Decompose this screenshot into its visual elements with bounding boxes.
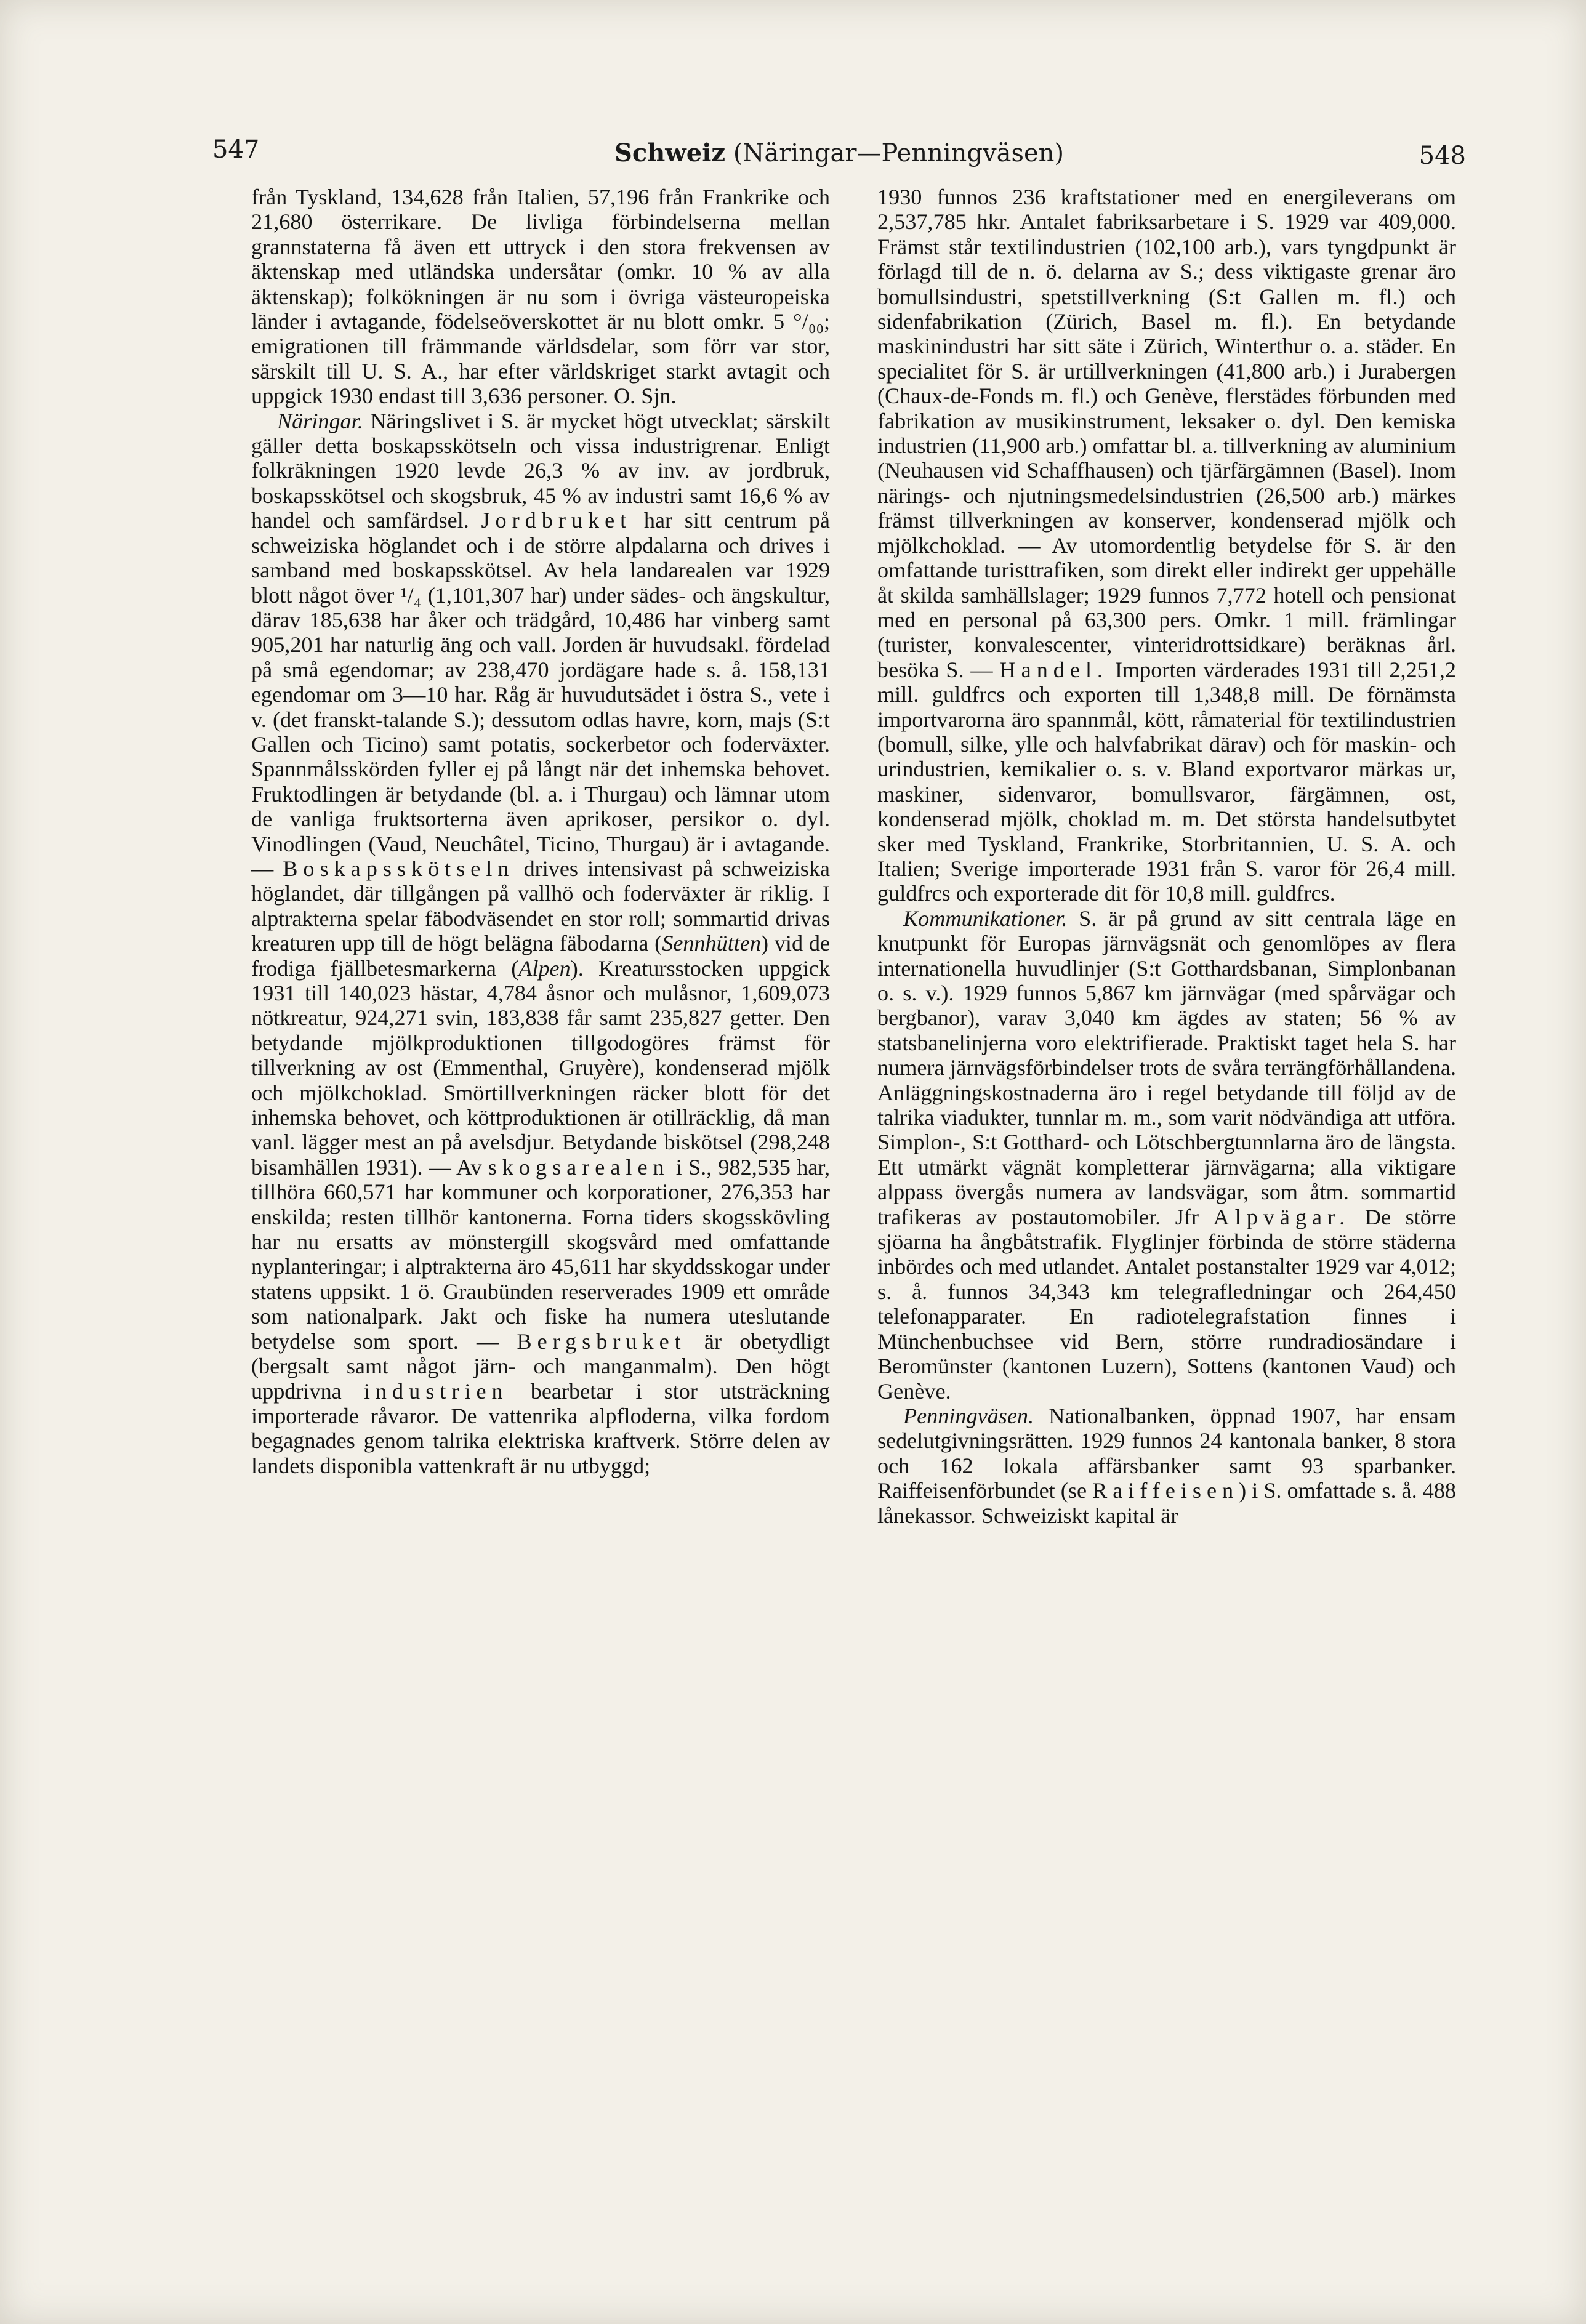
- paragraph-kommunikationer: [877, 906, 1456, 1404]
- page-number-left: 547: [212, 135, 260, 164]
- keyword-skogsarealen: skogsarealen: [488, 1154, 670, 1180]
- section-lead-kommunikationer: Kommunikationer.: [903, 906, 1068, 931]
- keyword-handel: Handel.: [999, 657, 1109, 682]
- text-run: ). Kreatursstocken uppgick 1931 till 140,023 hästar, 4,784 åsnor och mulåsnor, 1,609,073 nötkreatur, 924,271 svin, 183,838 får samt 235,827 getter. Den betydande mjölkproduktionen tillgodogöres främst för tillverkning av ost (Emmenthal, Gruyère), kondenserad mjölk och mjölkchoklad. Smörtillverkningen räcker blott för det inhemska behovet, och köttproduktionen är otillräcklig, då man vanl. lägger mest an på avelsdjur. Betydande biskötsel (298,248 bisamhällen 1931). — Av: [251, 955, 830, 1180]
- keyword-raiffeisen: Raiffeisen: [1092, 1478, 1239, 1503]
- text-run: De större sjöarna ha ångbåtstrafik. Flyglinjer förbinda de större städerna inbördes och med utlandet. Antalet postanstalter 1929 var 4,012; s. å. funnos 34,343 km telegrafledningar och 264,450 telefonapparater. En radiotelegrafstation finnes i Münchenbuchsee vid Bern, större rundradiosändare i Beromünster (kantonen Luzern), Sottens (kantonen Vaud) och Genève.: [877, 1204, 1456, 1404]
- text-run: ) i S. omfattade s. å. 488 lånekassor. Schweiziskt kapital är: [877, 1478, 1457, 1528]
- page-header: [212, 135, 1466, 172]
- keyword-boskapsskotseln: Boskapsskötseln: [283, 856, 515, 881]
- term-sennhutten: Sennhütten: [662, 931, 762, 956]
- section-lead-naringar: Näringar.: [277, 408, 363, 433]
- paragraph-industry: [877, 185, 1456, 906]
- keyword-bergsbruket: Bergsbruket: [517, 1329, 686, 1354]
- text-run: har sitt centrum på schweiziska höglandet och i de större alpdalarna och drives i samband med boskapsskötsel. Av hela landarealen var 1929 blott något över ¹/₄ (1,101,307 har) under sädes- och ängskultur, därav 185,638 har åker och trädgård, 10,486 har vinberg samt 905,201 har naturlig äng och vall. Jorden är huvudsakl. fördelad på små egendomar; av 238,470 jordägare hade s. å. 158,131 egendomar om 3—10 har. Råg är huvudutsädet i östra S., vete i v. (det franskt-talande S.); dessutom odlas havre, korn, majs (S:t Gallen och Ticino) samt potatis, sockerbetor och foderväxter. Spannmålsskörden fyller ej på långt när det inhemska behovet. Fruktodlingen är betydande (bl. a. i Thurgau) och lämnar utom de vanliga fruktsorterna även aprikoser, persikor o. dyl. Vinodlingen (Vaud, Neuchâtel, Ticino, Thurgau) är i avtagande. —: [251, 508, 830, 881]
- page-number-right: 548: [1419, 142, 1466, 170]
- text-run: är obetydligt (bergsalt samt något järn- och manganmalm). Den högt uppdrivna: [251, 1329, 830, 1404]
- keyword-jordbruket: Jordbruket: [481, 508, 632, 533]
- text-run: bearbetar i stor utsträckning importerade råvaror. De vattenrika alpfloderna, vilka fordom begagnades genom talrika elektriska kraftverk. Större delen av landets disponibla vattenkraft är nu utbyggd;: [251, 1378, 830, 1478]
- text-run: Importen värderades 1931 till 2,251,2 mill. guldfrcs och exporten till 1,348,8 mill. De förnämsta importvarorna äro spannmål, kött, råmaterial för textilindustrien (bomull, silke, ylle och halvfabrikat därav) och för maskin- och urindustrien, kemikalier o. s. v. Bland exportvaror märkas ur, maskiner, sidenvaror, bomullsvaror, färgämnen, ost, kondenserad mjölk, choklad m. m. Det största handelsutbytet sker med Tyskland, Frankrike, Storbritannien, U. S. A. och Italien; Sverige importerade 1931 från S. varor för 26,4 mill. guldfrcs och exporterade dit för 10,8 mill. guldfrcs.: [877, 657, 1456, 906]
- text-run: i S., 982,535 har, tillhöra 660,571 har kommuner och korporationer, 276,353 har enskilda; resten tillhör kantonerna. Forna tiders skogsskövling har nu ersatts av mönstergill skogsvård med omfattande nyplanteringar; i alptrakterna äro 45,611 har skyddsskogar under statens uppsikt. 1 ö. Graubünden reserverades 1909 ett område som nationalpark. Jakt och fiske ha numera uteslutande betydelse som sport. —: [251, 1154, 830, 1354]
- text-run: drives intensivast på schweiziska höglandet, där tillgången på vallhö och foderväxter är riklig. I alptrakterna spelar fäbodväsendet en stor roll; sommartid drivas kreaturen upp till de högt belägna fäbodarna (: [251, 856, 830, 956]
- paragraph-penningvasen: [877, 1404, 1456, 1528]
- text-run: Näringslivet i S. är mycket högt utvecklat; särskilt gäller detta boskapsskötseln och vissa industrigrenar. Enligt folkräkningen 1920 levde 26,3 % av inv. av jordbruk, boskapsskötsel och skogsbruk, 45 % av industri samt 16,6 % av handel och samfärdsel.: [251, 408, 830, 533]
- section-lead-penningvasen: Penningväsen.: [903, 1403, 1034, 1428]
- text-run: 1930 funnos 236 kraftstationer med en energileverans om 2,537,785 hkr. Antalet fabriksarbetare i S. 1929 var 409,000. Främst står textilindustrien (102,100 arb.), vars tyngdpunkt är förlagd till de n. ö. delarna av S.; dess viktigaste grenar äro bomullsindustri, spetstillverkning (S:t Gallen m. fl.) och sidenfabrikation (Zürich, Basel m. fl.). En betydande maskinindustri har sitt säte i Zürich, Winterthur o. a. städer. En specialitet för S. är urtillverkningen (41,800 arb.) i Jurabergen (Chaux-de-Fonds m. fl.) och Genève, flerstädes förbunden med fabrikation av musikinstrument, leksaker o. dyl. Den kemiska industrien (11,900 arb.) omfattar bl. a. tillverkning av aluminium (Neuhausen vid Schaffhausen) och tjärfärgämnen (Basel). Inom närings- och njutningsmedelsindustrien (26,500 arb.) märkes främst tillverkningen av konserver, kondenserad mjölk och mjölkchoklad. — Av utomordentlig betydelse för S. är den omfattande turisttrafiken, som direkt eller indirekt ger uppehälle åt skilda samhällslager; 1929 funnos 7,772 hotell och pensionat med en personal på 63,300 pers. Omkr. 1 mill. främlingar (turister, konvalescenter, vinteridrottsidkare) beräknas årl. besöka S. —: [877, 185, 1456, 682]
- keyword-alpvagar: Alpvägar.: [1213, 1204, 1351, 1229]
- running-head: [212, 139, 1466, 167]
- paragraph-naringar: [251, 409, 830, 1478]
- paragraph-population: från Tyskland, 134,628 från Italien, 57,196 från Frankrike och 21,680 österrikare. De livliga förbindelserna mellan grannstaterna få även ett uttryck i den stora frekvensen av äktenskap med utländska undersåtar (omkr. 10 % av alla äktenskap); folkökningen är nu som i övriga västeuropeiska länder i avtagande, födelseöverskottet är nu blott omkr. 5 °/₀₀; emigrationen till främmande världsdelar, som förr var stor, särskilt till U. S. A., har efter världskriget starkt avtagit och uppgick 1930 endast till 3,636 personer. O. Sjn.: [251, 185, 830, 409]
- left-column: [251, 185, 830, 1478]
- running-head-title: Schweiz: [614, 139, 726, 167]
- running-head-subtitle: (Näringar—Penningväsen): [725, 139, 1065, 167]
- text-run: ) vid de frodiga fjällbetesmarkerna (: [251, 931, 830, 981]
- text-run: Nationalbanken, öppnad 1907, har ensam sedelutgivningsrätten. 1929 funnos 24 kantonala banker, 8 stora och 162 lokala affärsbanker samt 93 sparbanker. Raiffeisenförbundet (se: [877, 1403, 1456, 1503]
- keyword-industrien: industrien: [363, 1378, 509, 1404]
- text-run: S. är på grund av sitt centrala läge en knutpunkt för Europas järnvägsnät och genomlöpes av flera internationella huvudlinjer (S:t Gotthardsbanan, Simplonbanan o. s. v.). 1929 funnos 5,867 km järnvägar (med spårvägar och bergbanor), varav 3,040 km ägdes av staten; 56 % av statsbanelinjerna voro elektrifierade. Praktiskt taget hela S. har numera järnvägsförbindelser trots de svåra terrängförhållandena. Anläggningskostnaderna äro i regel betydande till följd av de talrika viadukter, tunnlar m. m., som varit nödvändiga att utföra. Simplon-, S:t Gotthard- och Lötschbergtunnlarna äro de längsta. Ett utmärkt vägnät kompletterar järnvägarna; alla viktigare alppass övergås numera av landsvägar, som åtm. sommartid trafikeras av postautomobiler. Jfr: [877, 906, 1456, 1229]
- term-alpen: Alpen: [518, 955, 571, 981]
- right-column: [877, 185, 1456, 1528]
